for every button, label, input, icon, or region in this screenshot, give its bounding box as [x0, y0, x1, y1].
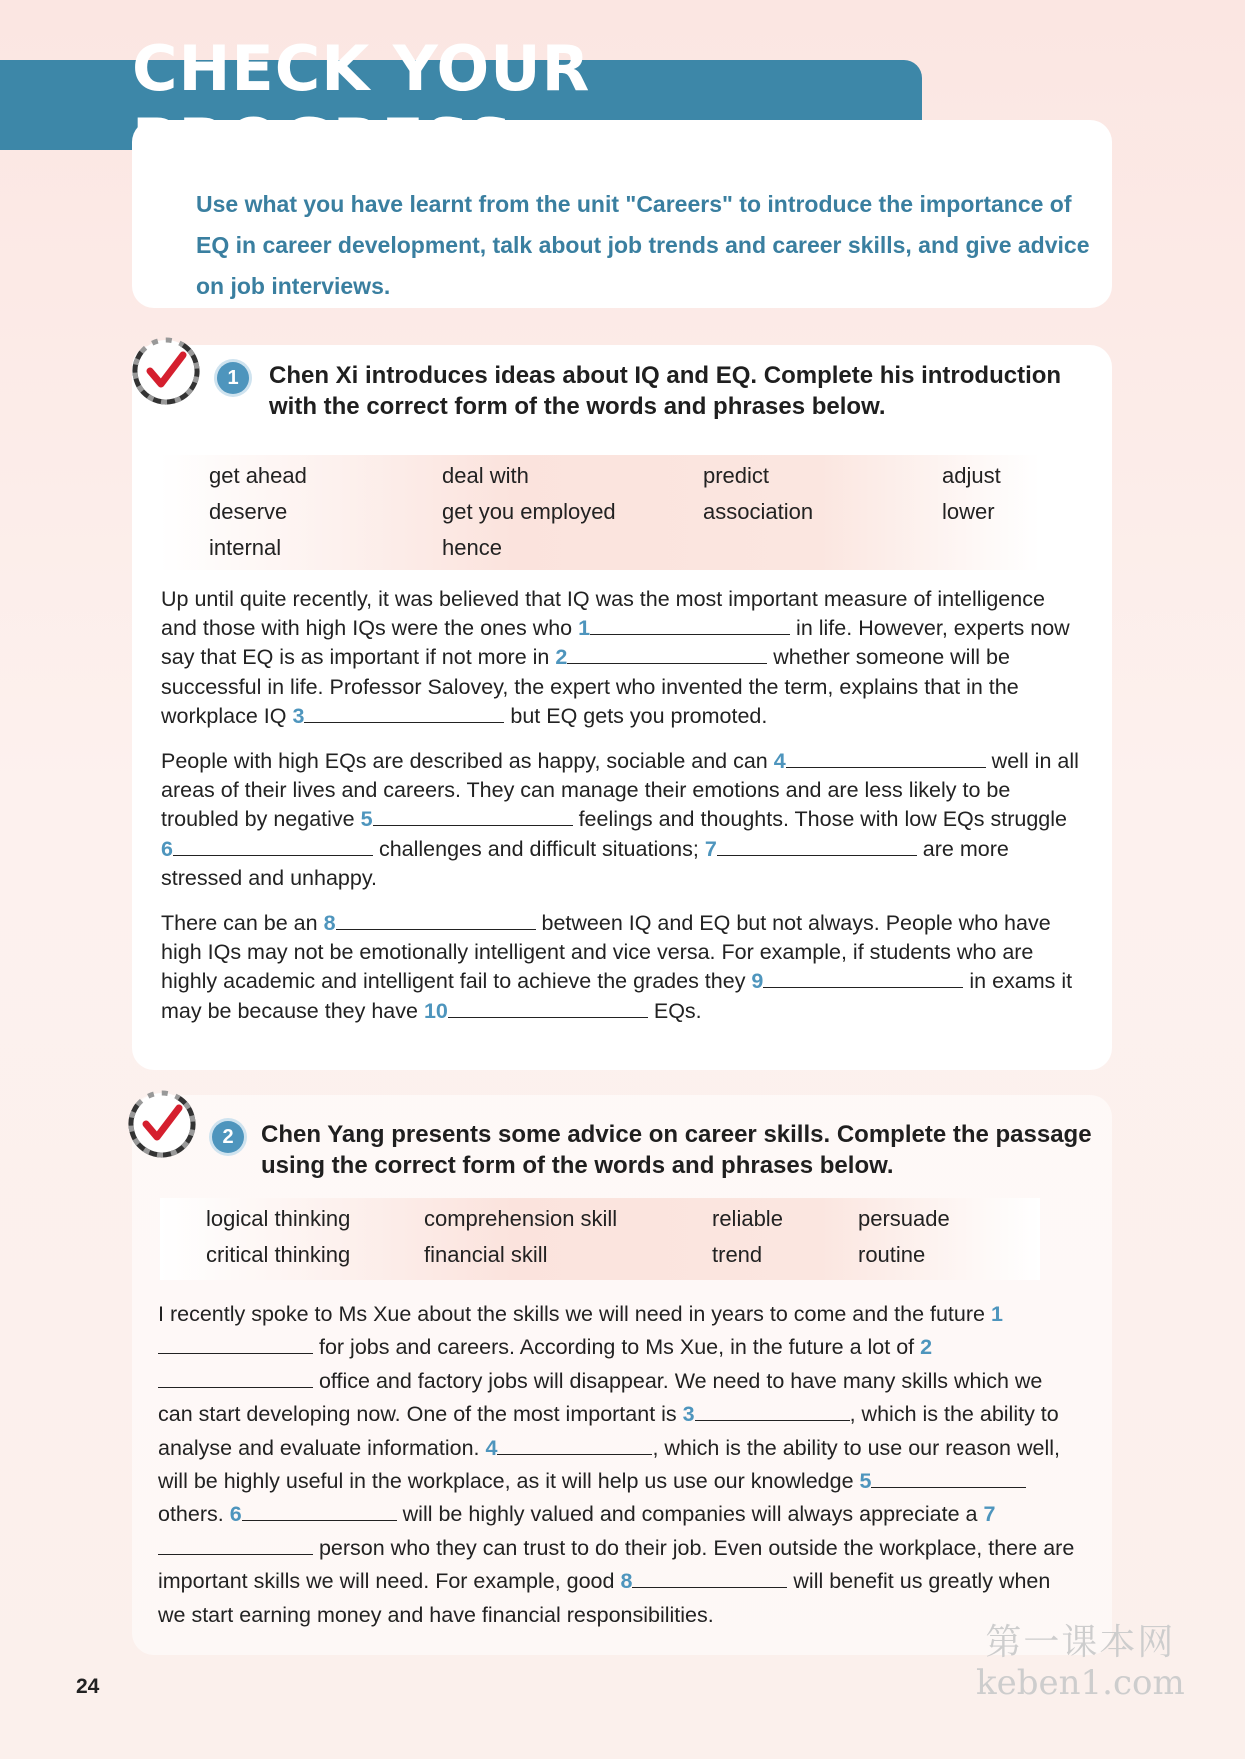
answer-blank[interactable] [717, 837, 917, 856]
word-bank-item: lower [942, 499, 995, 524]
answer-blank[interactable] [158, 1335, 313, 1354]
answer-blank[interactable] [590, 616, 790, 635]
answer-blank[interactable] [373, 807, 573, 826]
answer-blank[interactable] [871, 1469, 1026, 1488]
blank-number: 6 [161, 836, 173, 861]
answer-blank[interactable] [158, 1536, 313, 1555]
word-bank-item: deal with [442, 463, 529, 488]
word-bank-item: persuade [858, 1206, 950, 1231]
blank-number: 8 [620, 1569, 633, 1594]
answer-blank[interactable] [695, 1402, 850, 1421]
word-bank-item: get ahead [209, 463, 307, 488]
answer-blank[interactable] [786, 749, 986, 768]
answer-blank[interactable] [497, 1436, 652, 1455]
answer-blank[interactable] [242, 1502, 397, 1521]
answer-blank[interactable] [448, 999, 648, 1018]
blank-number: 1 [990, 1302, 1003, 1326]
answer-blank[interactable] [158, 1369, 313, 1388]
passage-paragraph: I recently spoke to Ms Xue about the skills we will need in years to come and the future 1 for jobs and careers. According to Ms Xue, in the future a lot of 2 office and factory jobs will disappear. We need to have many skills which we can start developing now. One of the most important is 3 , which is the ability to analyse and evaluate information. 4 , which is the ability to use our reason well, will be highly useful in the workplace, as it will help us use our knowledge 5 others. 6 will be highly valued and companies will always appreciate a 7 person who they can trust to do their job. Even outside the workplace, there are important skills we will need. For example, good 8 will benefit us greatly when we start earning money and have financial responsibilities. [158, 1302, 1075, 1627]
intro-text: Use what you have learnt from the unit "Careers" to introduce the importance of EQ in career development, talk about job trends and career skills, and give advice on job interviews. [196, 191, 1090, 299]
answer-blank[interactable] [336, 911, 536, 930]
blank-number: 3 [292, 703, 305, 728]
passage-paragraph: Up until quite recently, it was believed that IQ was the most important measure of intelligence and those with high IQs were the ones who 1 in life. However, experts now say that EQ is as important if not more in 2 whether someone will be successful in life. Professor Salovey, the expert who invented the term, explains that in the workplace IQ 3 but EQ gets you promoted. [161, 587, 1070, 728]
word-bank-1 [160, 455, 1040, 570]
word-bank-item: get you employed [442, 499, 616, 524]
blank-number: 5 [360, 807, 373, 832]
exercise-1-instruction [269, 360, 1061, 422]
answer-blank[interactable] [632, 1569, 787, 1588]
answer-blank[interactable] [763, 969, 963, 988]
word-bank-item: deserve [209, 499, 288, 524]
word-bank-item: logical thinking [206, 1206, 351, 1231]
blank-number: 4 [485, 1435, 498, 1460]
word-bank-item: trend [712, 1242, 763, 1267]
word-bank-item: hence [442, 535, 502, 560]
word-bank-item: internal [209, 535, 282, 560]
check-progress-icon [124, 1086, 200, 1162]
exercise-2-passage [158, 1298, 1083, 1632]
blank-number: 7 [983, 1502, 996, 1527]
word-bank-item: financial skill [424, 1242, 548, 1267]
blank-number: 2 [555, 645, 568, 670]
passage-paragraph: People with high EQs are described as happy, sociable and can 4 well in all areas of their lives and careers. They can manage their emotions and are less likely to be troubled by negative 5 feelings and thoughts. Those with low EQs struggle 6 challenges and difficult situations; 7 are more stressed and unhappy. [161, 749, 1079, 890]
blank-number: 5 [859, 1469, 872, 1494]
intro-card [132, 120, 1112, 308]
answer-blank[interactable] [304, 704, 504, 723]
blank-number: 9 [751, 969, 764, 994]
exercise-1-passage [161, 585, 1083, 1042]
blank-number: 1 [578, 616, 591, 641]
page-number: 24 [76, 1675, 100, 1698]
word-bank-item: adjust [942, 463, 1001, 488]
word-bank-item: reliable [712, 1206, 783, 1231]
check-progress-icon [128, 333, 204, 409]
instruction-line: with the correct form of the words and phrases below. [269, 393, 886, 420]
word-bank-item: association [703, 499, 814, 524]
exercise-2-instruction [261, 1119, 1092, 1181]
blank-number: 8 [323, 911, 336, 936]
page-title: CHECK YOUR [132, 32, 591, 105]
exercise-number-badge: 2 [212, 1121, 244, 1153]
blank-number: 10 [423, 998, 448, 1023]
instruction-line: Chen Xi introduces ideas about IQ and EQ. Complete his introduction [269, 362, 1062, 389]
blank-number: 4 [773, 749, 786, 774]
blank-number: 6 [229, 1502, 242, 1527]
word-bank-item: critical thinking [206, 1242, 351, 1267]
word-bank-item: predict [703, 463, 770, 488]
watermark [976, 1623, 1185, 1703]
instruction-line: Chen Yang presents some advice on career skills. Complete the passage [261, 1121, 1092, 1148]
word-bank-item: comprehension skill [424, 1206, 618, 1231]
exercise-number-badge: 1 [217, 362, 249, 394]
watermark-line: keben1.com [976, 1663, 1185, 1703]
blank-number: 3 [682, 1402, 695, 1427]
instruction-line: using the correct form of the words and phrases below. [261, 1152, 894, 1179]
blank-number: 7 [704, 836, 717, 861]
word-bank-item: routine [858, 1242, 926, 1267]
blank-number: 2 [920, 1335, 933, 1360]
answer-blank[interactable] [173, 837, 373, 856]
word-bank-2 [160, 1198, 1040, 1280]
passage-paragraph: There can be an 8 between IQ and EQ but not always. People who have high IQs may not be emotionally intelligent and vice versa. For example, if students who are highly academic and intelligent fail to achieve the grades they 9 in exams it may be because they have 10 EQs. [161, 911, 1073, 1023]
answer-blank[interactable] [567, 645, 767, 664]
watermark-line: 第一课本网 [985, 1622, 1176, 1663]
